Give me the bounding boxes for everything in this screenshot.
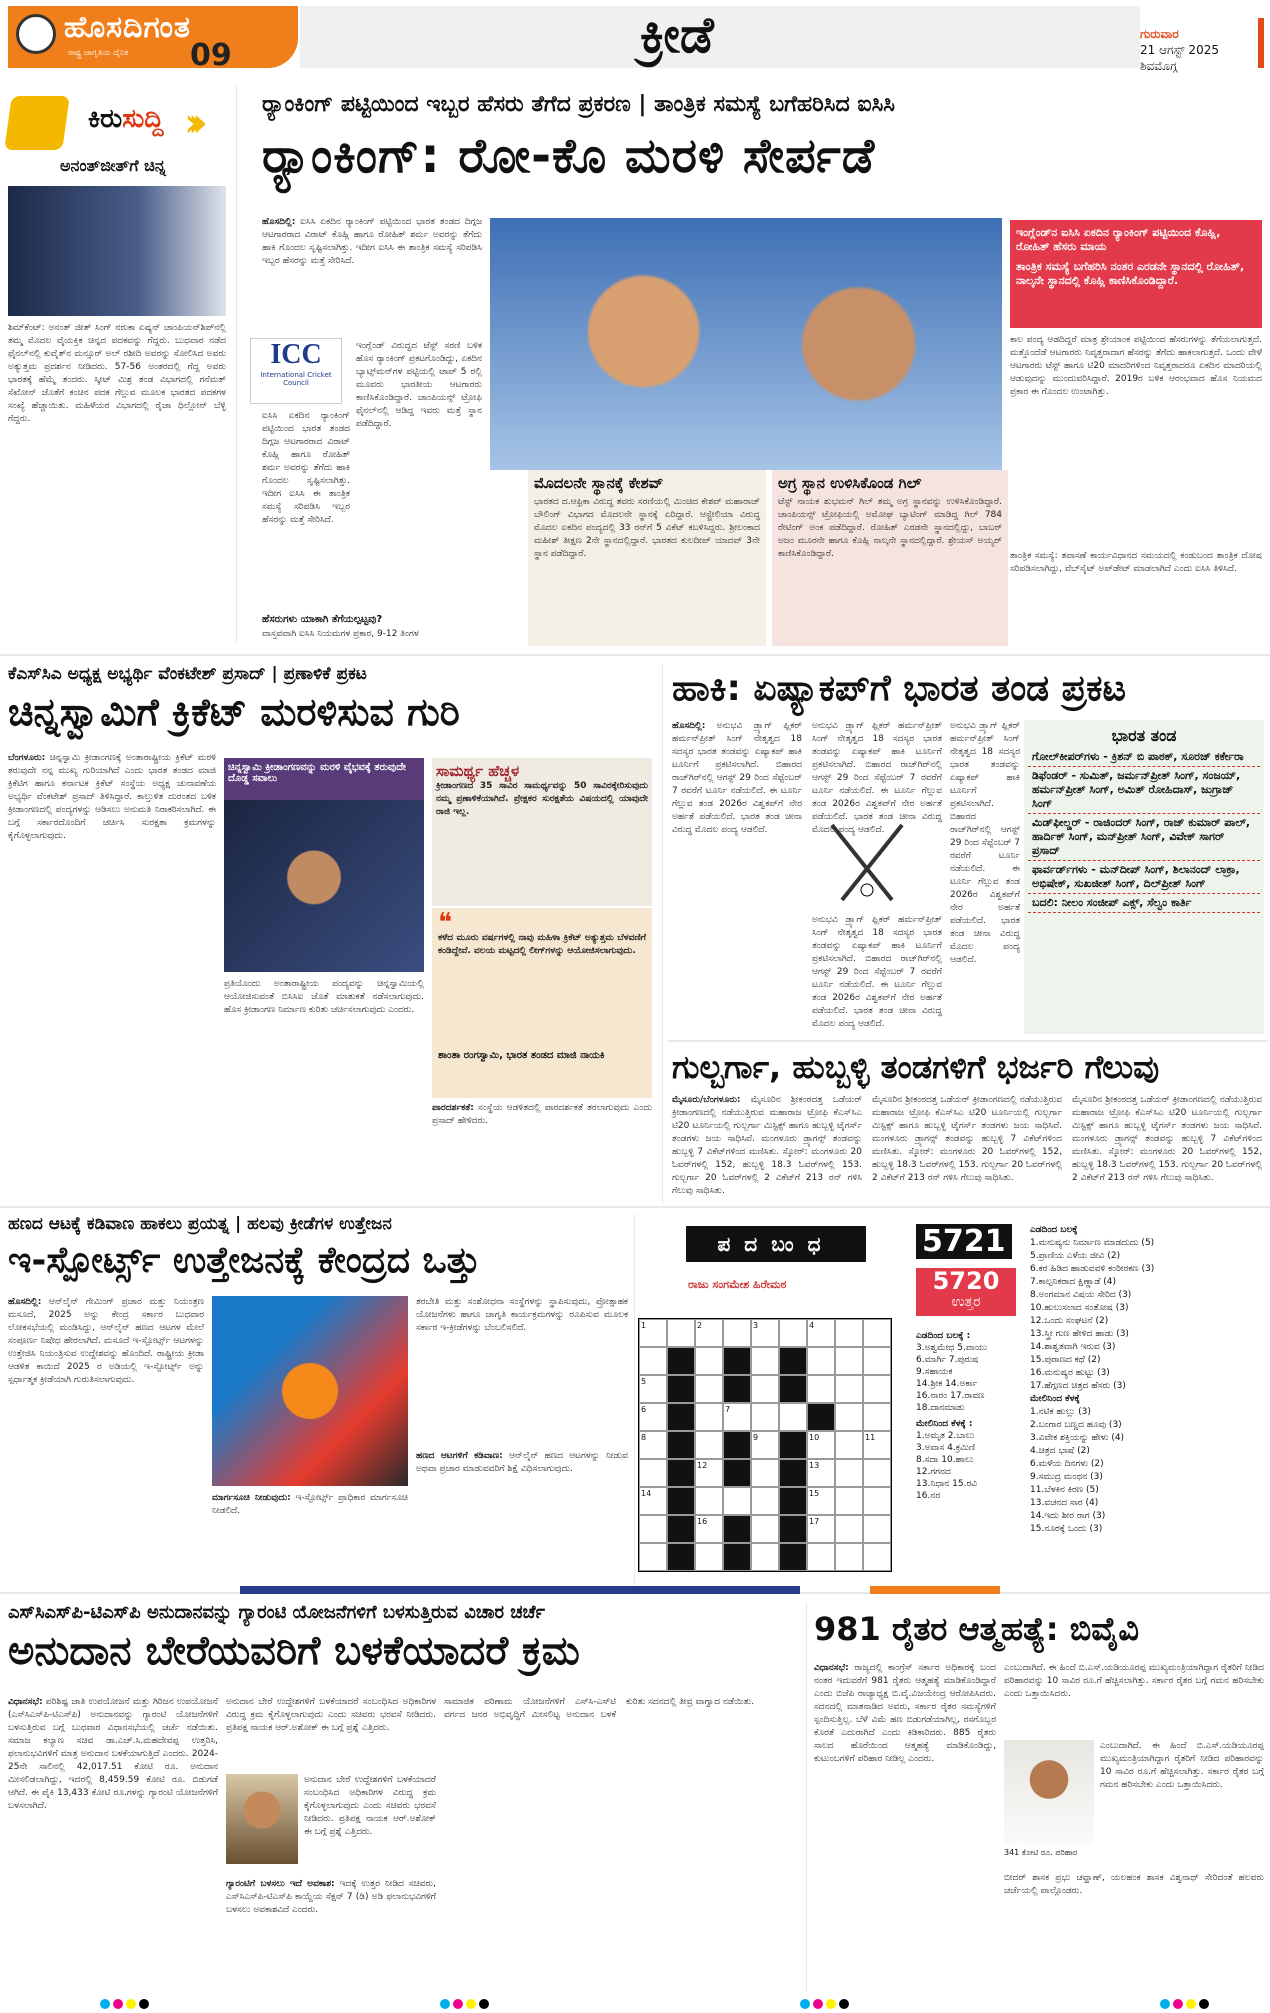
scsp-sub-text: ಇದಕ್ಕೆ ಉತ್ತರ ನೀಡಿದ ಸಚಿವರು, ಎಸ್‌ಸಿಎಸ್‌ಪಿ-ಟಿಎಸ್‌ಪಿ ಕಾಯ್ದೆಯ ಸೆಕ್ಷನ್ 7 (ಡಿ) ಅಡಿ ಫಲಾನುಭವಿಗಳಿಗೆ ಬಳಸಲು ಅವಕಾಶವಿದೆ ಎಂದರು. bbox=[226, 1879, 436, 1915]
grid-cell[interactable]: 11 bbox=[863, 1431, 891, 1459]
grid-cell[interactable] bbox=[779, 1347, 807, 1375]
team-list-item: ಫಾರ್ವರ್ಡ್‌ಗಳು - ಮನ್‌ದೀಪ್ ಸಿಂಗ್, ಶಿಲಾನಂದ್ ಲಾಕ್ರಾ, ಅಭಿಷೇಕ್, ಸುಖಜೀತ್ ಸಿಂಗ್, ದಿಲ್‌ಪ್ರೀತ್ ಸಿಂಗ್ bbox=[1028, 861, 1260, 894]
answer-label: ಉತ್ತರ bbox=[951, 1294, 981, 1310]
grid-cell[interactable] bbox=[863, 1375, 891, 1403]
esports-kicker: ಹಣದ ಆಟಕ್ಕೆ ಕಡಿವಾಣ ಹಾಕಲು ಪ್ರಯತ್ನ | ಹಲವು ಕ್ರೀಡೆಗಳ ಉತ್ತೇಜನ bbox=[8, 1214, 392, 1234]
clue-item: 1.ಮನುಷ್ಯನು ನಿರ್ಮಾಣ ಮಾಡದುದು (5) bbox=[1030, 1238, 1155, 1248]
grid-cell[interactable] bbox=[779, 1515, 807, 1543]
esports-sub-head: ಹಣದ ಆಟಗಳಿಗೆ ಕಡಿವಾಣ: bbox=[416, 1451, 503, 1461]
kirusuddi-title-b: ಸುದ್ದಿ bbox=[122, 104, 164, 134]
grid-cell[interactable]: 12 bbox=[695, 1459, 723, 1487]
kirusuddi-badge bbox=[8, 92, 230, 154]
registration-marks bbox=[1160, 1994, 1212, 2013]
grid-cell[interactable] bbox=[667, 1543, 695, 1571]
crossword-grid[interactable] bbox=[638, 1318, 892, 1572]
lead-headline[interactable]: ರ‍್ಯಾಂಕಿಂಗ್: ರೋ-ಕೊ ಮರಳಿ ಸೇರ್ಪಡೆ bbox=[262, 128, 876, 184]
row-rule bbox=[668, 1040, 1268, 1042]
keshav-box bbox=[528, 470, 766, 646]
grid-cell[interactable] bbox=[835, 1403, 863, 1431]
grid-cell[interactable] bbox=[723, 1543, 751, 1571]
crossword-title: ಪದಬಂಧ bbox=[686, 1226, 866, 1262]
gill-box bbox=[772, 470, 1008, 646]
grid-cell[interactable]: 15 bbox=[807, 1487, 835, 1515]
kirusuddi-title-a: ಕಿರು bbox=[88, 104, 123, 134]
column-rule bbox=[806, 1602, 807, 1992]
grid-cell[interactable] bbox=[835, 1347, 863, 1375]
hand-pointer-icon bbox=[4, 96, 70, 150]
lead-body-1 bbox=[262, 216, 482, 336]
date: 21 ಆಗಸ್ಟ್ 2025 bbox=[1140, 43, 1219, 57]
grid-cell[interactable] bbox=[723, 1375, 751, 1403]
quote-text: ಕಳೆದ ಮೂರು ವರ್ಷಗಳಲ್ಲಿ ನಾವು ಮಹಿಳಾ ಕ್ರಿಕೆಟ್ ಅತ್ಯುತ್ತಮ ಬೆಳವಣಿಗೆ ಕಂಡಿದ್ದೇವೆ. ವಲಯ ಮಟ್ಟದಲ್ಲಿ ಲೀಗ್‌ಗಳನ್ನು ಆಯೋಜಿಸಲಾಗುವುದು. bbox=[438, 933, 646, 956]
lead-body-2b: ಐಸಿಸಿ ಏಕದಿನ ರ‍್ಯಾಂಕಿಂಗ್ ಪಟ್ಟಿಯಿಂದ ಭಾರತ ತಂಡದ ದಿಗ್ಗಜ ಆಟಗಾರರಾದ ವಿರಾಟ್ ಕೊಹ್ಲಿ ಹಾಗೂ ರೋಹಿತ್ ಶರ್ಮ ಅವರನ್ನು ತೆಗೆದು ಹಾಕಿ ಗೊಂದಲ ಸೃಷ್ಟಿಸಲಾಗಿತ್ತು. ಇದೀಗ ಐಸಿಸಿ ಈ ತಾಂತ್ರಿಕ ಸಮಸ್ಯೆ ಸರಿಪಡಿಸಿ ಇಬ್ಬರ ಹೆಸರನ್ನು ಮತ್ತೆ ಸೇರಿಸಿದೆ. bbox=[262, 411, 350, 525]
ksca-bullet: ಚಿನ್ನಸ್ವಾಮಿ ಕ್ರೀಡಾಂಗಣವನ್ನು ಮರಳಿ ವೈಭವಕ್ಕೆ ತರುವುದೇ ದೊಡ್ಡ ಸವಾಲು bbox=[224, 758, 424, 800]
page-number: 09 bbox=[190, 38, 232, 73]
grid-cell[interactable] bbox=[835, 1459, 863, 1487]
ksca-headline[interactable]: ಚಿನ್ನಸ್ವಾಮಿಗೆ ಕ್ರಿಕೆಟ್ ಮರಳಿಸುವ ಗುರಿ bbox=[8, 690, 460, 734]
team-list-item: ಗೋಲ್‌ಕೀಪರ್‌ಗಳು - ಕ್ರಿಶನ್ ಬಿ ಪಾಠಕ್, ಸೂರಜ್ ಕರ್ಕೇರಾ bbox=[1028, 748, 1260, 767]
grid-cell[interactable] bbox=[751, 1459, 779, 1487]
grid-cell[interactable] bbox=[835, 1431, 863, 1459]
city: ಶಿವಮೊಗ್ಗ bbox=[1140, 59, 1178, 73]
grid-cell[interactable] bbox=[751, 1347, 779, 1375]
grid-cell[interactable]: 7 bbox=[723, 1403, 751, 1431]
capacity-headline: ಸಾಮರ್ಥ್ಯ ಹೆಚ್ಚಳ bbox=[436, 762, 520, 780]
lead-tech: ತಾಂತ್ರಿಕ ಸಮಸ್ಯೆ: ತಪಾಸಣೆ ಕಾರ್ಯವಿಧಾನದ ಸಮಯದಲ್ಲಿ ಕಂಡುಬಂದ ತಾಂತ್ರಿಕ ದೋಷ ಸರಿಪಡಿಸಲಾಗಿದ್ದು, ವೆಬ್‌ಸೈಟ್ ಅಪ್‌ಡೇಟ್ ಮಾಡಲಾಗಿದೆ ಎಂದು ಐಸಿಸಿ ತಿಳಿಸಿದೆ. bbox=[1010, 551, 1262, 574]
answer-item: 1.ಅಮೃತ 2.ಬಾಲು bbox=[916, 1431, 975, 1441]
lead-why: ವಾಸ್ತವವಾಗಿ ಐಸಿಸಿ ನಿಯಮಗಳ ಪ್ರಕಾರ, 9-12 ತಿಂಗಳ bbox=[262, 629, 419, 639]
grid-cell[interactable]: 14 bbox=[639, 1487, 667, 1515]
scsp-body-3: ಸಾಮಾಜಿಕ ಪರಿಣಾಮ ಯೋಜನೆಗಳಿಗೆ ಎಸ್‌ಸಿ-ಎಸ್‌ಟಿ ವರ್ಗದ ಜನರ ಅಭಿವೃದ್ಧಿಗೆ ಮೀಸಲಿಟ್ಟ ಅನುದಾನ ಬಳಕೆ ಕುರಿತು ಸದನದಲ್ಲಿ ತೀವ್ರ ವಾಗ್ವಾದ ನಡೆಯಿತು. bbox=[444, 1697, 755, 1720]
esports-sub2-head: ಮಾರ್ಗಸೂಚಿ ನೀಡುವುದು: bbox=[212, 1493, 291, 1503]
grid-cell[interactable]: 5 bbox=[639, 1375, 667, 1403]
answer-badge bbox=[916, 1268, 1016, 1316]
grid-cell[interactable] bbox=[863, 1487, 891, 1515]
answers-across-head: ಎಡದಿಂದ ಬಲಕ್ಕೆ : bbox=[916, 1331, 971, 1341]
clue-item: 7.ಕಾಲ್ಪನಿಕರಾದ ಕ್ಷಿಣ್ಣಾಡೆ (4) bbox=[1030, 1277, 1116, 1287]
grid-cell[interactable]: 4 bbox=[807, 1319, 835, 1347]
grid-cell[interactable] bbox=[863, 1403, 891, 1431]
clue-item: 17.ಹೆಗ್ಗಣದ ಚಿತ್ರದ ಹೆಸರು (3) bbox=[1030, 1381, 1126, 1391]
answer-item: 16.ನಾರಂ 17.ರಾವಣ bbox=[916, 1391, 985, 1401]
crossword-number: 5721 bbox=[916, 1224, 1012, 1259]
grid-cell[interactable] bbox=[779, 1459, 807, 1487]
grid-cell[interactable] bbox=[667, 1347, 695, 1375]
icc-logo-sub: International Cricket Council bbox=[260, 371, 332, 387]
clue-item: 3.ವಿವೇಕ ಶಕ್ತಿಯನ್ನು ಹೇಳು (4) bbox=[1030, 1433, 1125, 1443]
gulbarga-body-c: ಮೈಸೂರಿನ ಶ್ರೀಕಂಠದತ್ತ ಒಡೆಯರ್ ಕ್ರೀಡಾಂಗಣದಲ್ಲಿ ನಡೆಯುತ್ತಿರುವ ಮಹಾರಾಜ ಟ್ರೋಫಿ ಕೆಎಸ್‌ಸಿಎ ಟಿ20 ಟೂರ್ನಿಯಲ್ಲಿ ಗುಲ್ಬರ್ಗಾ ಮಿಸ್ಟಿಕ್ಸ್ ಹಾಗೂ ಹುಬ್ಬಳ್ಳಿ ಟೈಗರ್ಸ್ ತಂಡಗಳು ಜಯ ಸಾಧಿಸಿವೆ. ಮಂಗಳೂರು ಡ್ರ್ಯಾಗನ್ಸ್ ತಂಡವನ್ನು ಹುಬ್ಬಳ್ಳಿ 7 ವಿಕೆಟ್‌ಗಳಿಂದ ಮಣಿಸಿತು. ಸ್ಕೋರ್: ಮಂಗಳೂರು 20 ಓವರ್‌ಗಳಲ್ಲಿ 152, ಹುಬ್ಬಳ್ಳಿ 18.3 ಓವರ್‌ಗಳಲ್ಲಿ 153. ಗುಲ್ಬರ್ಗಾ 20 ಓವರ್‌ಗಳಲ್ಲಿ 2 ವಿಕೆಟ್‌ಗೆ 213 ರನ್ ಗಳಿಸಿ ಗೆಲುವು ಸಾಧಿಸಿತು. bbox=[1072, 1095, 1262, 1183]
answer-number: 5720 bbox=[932, 1267, 1000, 1295]
grid-cell[interactable] bbox=[667, 1403, 695, 1431]
grid-cell[interactable] bbox=[807, 1375, 835, 1403]
hockey-dateline: ಹೊಸದಿಲ್ಲಿ: bbox=[672, 721, 706, 731]
vijayendra-photo bbox=[1004, 1740, 1094, 1844]
ksca-trans-head: ಪಾರದರ್ಶಕತೆ: bbox=[432, 1103, 474, 1113]
grid-cell[interactable] bbox=[639, 1459, 667, 1487]
photo-caption: 341 ಕೋಟಿ ರೂ. ಪರಿಹಾರ bbox=[1004, 1848, 1078, 1857]
clue-item: 4.ಚಿತ್ರದ ಭಾಷೆ (2) bbox=[1030, 1446, 1090, 1456]
masthead-accent bbox=[1258, 18, 1264, 68]
lead-body-2: ಇಂಗ್ಲೆಂಡ್ ವಿರುದ್ಧದ ಟೆಸ್ಟ್ ಸರಣಿ ಬಳಿಕ ಹೊಸ ರ‍್ಯಾಂಕಿಂಗ್ ಪ್ರಕಟಗೊಂಡಿದ್ದು, ಏಕದಿನ ಬ್ಯಾಟ್ಸ್‌ಮನ್‌ಗಳ ಪಟ್ಟಿಯಲ್ಲಿ ಟಾಪ್ 5 ರಲ್ಲಿ ಮೂವರು ಭಾರತೀಯ ಆಟಗಾರರು ಕಾಣಿಸಿಕೊಂಡಿದ್ದಾರೆ. ಚಾಂಪಿಯನ್ಸ್ ಟ್ರೋಫಿ ಫೈನಲ್‌ನಲ್ಲಿ ಆಡಿದ್ದ ಇವರು ಮತ್ತೆ ಸ್ಥಾನ ಪಡೆದಿದ್ದಾರೆ. bbox=[356, 341, 482, 429]
grid-cell[interactable] bbox=[835, 1375, 863, 1403]
ksca-body bbox=[8, 752, 216, 1172]
grid-cell[interactable] bbox=[835, 1487, 863, 1515]
highlight-item: ಇಂಗ್ಲೆಂಡ್‌ನ ಐಸಿಸಿ ಏಕದಿನ ರ‍್ಯಾಂಕಿಂಗ್ ಪಟ್ಟಿಯಿಂದ ಕೊಹ್ಲಿ, ರೋಹಿತ್ ಹೆಸರು ಮಾಯ bbox=[1016, 226, 1221, 253]
esports-dateline: ಹೊಸದಿಲ್ಲಿ: bbox=[8, 1297, 42, 1307]
scsp-sub bbox=[226, 1878, 436, 1984]
grid-cell[interactable] bbox=[667, 1515, 695, 1543]
grid-cell[interactable] bbox=[807, 1403, 835, 1431]
highlight-item: ತಾಂತ್ರಿಕ ಸಮಸ್ಯೆ ಬಗೆಹರಿಸಿ ನಂತರ ಎರಡನೇ ಸ್ಥಾನದಲ್ಲಿ ರೋಹಿತ್, ನಾಲ್ಕನೇ ಸ್ಥಾನದಲ್ಲಿ ಕೊಹ್ಲಿ ಕಾಣಿಸಿಕೊಂಡಿದ್ದಾರೆ. bbox=[1016, 260, 1245, 287]
brand-tagline: ರಾಷ್ಟ್ರ ಜಾಗೃತಿಯ ದೈನಿಕ bbox=[68, 48, 129, 57]
section-title: ಕ್ರೀಡೆ bbox=[640, 6, 714, 64]
grid-cell[interactable] bbox=[667, 1375, 695, 1403]
grid-cell[interactable] bbox=[779, 1487, 807, 1515]
gulbarga-headline[interactable]: ಗುಲ್ಬರ್ಗಾ, ಹುಬ್ಬಳ್ಳಿ ತಂಡಗಳಿಗೆ ಭರ್ಜರಿ ಗೆಲುವು bbox=[672, 1048, 1160, 1086]
grid-cell[interactable] bbox=[667, 1487, 695, 1515]
clue-item: 8.ಅಂಗಮಾನ ವಿಷಯ ಸೇರಿದ (3) bbox=[1030, 1290, 1132, 1300]
clue-item: 11.ಬೆಳಕಿನ ಕಿರಣ (5) bbox=[1030, 1485, 1099, 1495]
grid-cell[interactable]: 16 bbox=[695, 1515, 723, 1543]
grid-cell[interactable] bbox=[751, 1487, 779, 1515]
brand-logo[interactable] bbox=[8, 6, 298, 68]
team-list-item: ಡಿಫೆಂಡರ್ - ಸುಮಿತ್, ಜರ್ಮನ್‌ಪ್ರೀತ್ ಸಿಂಗ್, ಸಂಜಯ್, ಹರ್ಮನ್‌ಪ್ರೀತ್ ಸಿಂಗ್, ಅಮಿತ್ ರೋಹಿದಾಸ್, ಜುಗ್ರಾಜ್ ಸಿಂಗ್ bbox=[1028, 767, 1260, 814]
grid-cell[interactable] bbox=[723, 1347, 751, 1375]
quote-box bbox=[432, 908, 652, 1098]
grid-cell[interactable] bbox=[751, 1543, 779, 1571]
grid-cell[interactable]: 9 bbox=[751, 1431, 779, 1459]
scsp-body-2b: ಅನುದಾನ ಬೇರೆ ಉದ್ದೇಶಗಳಿಗೆ ಬಳಕೆಯಾದರೆ ಸಂಬಂಧಿಸಿದ ಅಧಿಕಾರಿಗಳ ವಿರುದ್ಧ ಕ್ರಮ ಕೈಗೊಳ್ಳಲಾಗುವುದು ಎಂದು ಸಚಿವರು ಭರವಸೆ ನೀಡಿದರು. ಪ್ರತಿಪಕ್ಷ ನಾಯಕ ಆರ್.ಅಶೋಕ್ ಈ ಬಗ್ಗೆ ಪ್ರಶ್ನೆ ಎತ್ತಿದರು. bbox=[304, 1775, 436, 1837]
row-rule bbox=[0, 654, 1270, 656]
ksca-dateline: ಬೆಂಗಳೂರು: bbox=[8, 753, 46, 763]
ksca-trans-text: ಸಂಸ್ಥೆಯ ಆಡಳಿತದಲ್ಲಿ ಪಾರದರ್ಶಕತೆ ತರಲಾಗುವುದು ಎಂದು ಪ್ರಸಾದ್ ಹೇಳಿದರು. bbox=[432, 1103, 652, 1126]
scsp-body-2: ಅನುದಾನ ಬೇರೆ ಉದ್ದೇಶಗಳಿಗೆ ಬಳಕೆಯಾದರೆ ಸಂಬಂಧಿಸಿದ ಅಧಿಕಾರಿಗಳ ವಿರುದ್ಧ ಕ್ರಮ ಕೈಗೊಳ್ಳಲಾಗುವುದು ಎಂದು ಸಚಿವರು ಭರವಸೆ ನೀಡಿದರು. ಪ್ರತಿಪಕ್ಷ ನಾಯಕ ಆರ್.ಅಶೋಕ್ ಈ ಬಗ್ಗೆ ಪ್ರಶ್ನೆ ಎತ್ತಿದರು. bbox=[226, 1697, 436, 1733]
minister-photo bbox=[226, 1774, 298, 1864]
grid-cell[interactable] bbox=[807, 1543, 835, 1571]
grid-cell[interactable]: 13 bbox=[807, 1459, 835, 1487]
gill-body: ಟೆಸ್ಟ್ ನಾಯಕ ಶುಭಮನ್ ಗಿಲ್ ತಮ್ಮ ಅಗ್ರ ಸ್ಥಾನವನ್ನು ಉಳಿಸಿಕೊಂಡಿದ್ದಾರೆ. ಚಾಂಪಿಯನ್ಸ್ ಟ್ರೋಫಿಯಲ್ಲಿ ಅಮೋಘ ಬ್ಯಾಟಿಂಗ್ ಮಾಡಿದ್ದ ಗಿಲ್ 784 ರೇಟಿಂಗ್ ಅಂಕ ಪಡೆದಿದ್ದಾರೆ. ರೋಹಿತ್ ಎರಡನೇ ಸ್ಥಾನದಲ್ಲಿದ್ದು, ಬಾಬರ್ ಅಜಂ ಮೂರನೇ ಹಾಗೂ ಕೊಹ್ಲಿ ನಾಲ್ಕನೇ ಸ್ಥಾನದಲ್ಲಿದ್ದಾರೆ. ಶ್ರೇಯಸ್ ಅಯ್ಯರ್ ಕಾಣಿಸಿಕೊಂಡಿದ್ದಾರೆ. bbox=[778, 497, 1002, 559]
colour-bar bbox=[240, 1586, 800, 1594]
scsp-kicker: ಎಸ್‌ಸಿಎಸ್‌ಪಿ-ಟಿಎಸ್‌ಪಿ ಅನುದಾನವನ್ನು ಗ್ಯಾರಂಟಿ ಯೋಜನೆಗಳಿಗೆ ಬಳಸುತ್ತಿರುವ ವಿಚಾರ ಚರ್ಚೆ bbox=[8, 1602, 545, 1623]
gulbarga-body-text: ಮೈಸೂರಿನ ಶ್ರೀಕಂಠದತ್ತ ಒಡೆಯರ್ ಕ್ರೀಡಾಂಗಣದಲ್ಲಿ ನಡೆಯುತ್ತಿರುವ ಮಹಾರಾಜ ಟ್ರೋಫಿ ಕೆಎಸ್‌ಸಿಎ ಟಿ20 ಟೂರ್ನಿಯಲ್ಲಿ ಗುಲ್ಬರ್ಗಾ ಮಿಸ್ಟಿಕ್ಸ್ ಹಾಗೂ ಹುಬ್ಬಳ್ಳಿ ಟೈಗರ್ಸ್ ತಂಡಗಳು ಜಯ ಸಾಧಿಸಿವೆ. ಮಂಗಳೂರು ಡ್ರ್ಯಾಗನ್ಸ್ ತಂಡವನ್ನು ಹುಬ್ಬಳ್ಳಿ 7 ವಿಕೆಟ್‌ಗಳಿಂದ ಮಣಿಸಿತು. ಸ್ಕೋರ್: ಮಂಗಳೂರು 20 ಓವರ್‌ಗಳಲ್ಲಿ 152, ಹುಬ್ಬಳ್ಳಿ 18.3 ಓವರ್‌ಗಳಲ್ಲಿ 153. ಗುಲ್ಬರ್ಗಾ 20 ಓವರ್‌ಗಳಲ್ಲಿ 2 ವಿಕೆಟ್‌ಗೆ 213 ರನ್ ಗಳಿಸಿ ಗೆಲುವು ಸಾಧಿಸಿತು. bbox=[672, 1095, 862, 1196]
crossword-author: ರಾಜು ಸಂಗಮೇಶ ಹಿರೇಮಠ bbox=[688, 1278, 787, 1291]
esports-body bbox=[8, 1296, 204, 1584]
gulbarga-dateline: ಮೈಸೂರು/ಬೆಂಗಳೂರು: bbox=[672, 1095, 741, 1105]
farmers-dateline: ವಿಧಾನಸಭೆ: bbox=[814, 1663, 849, 1673]
scsp-headline[interactable]: ಅನುದಾನ ಬೇರೆಯವರಿಗೆ ಬಳಕೆಯಾದರೆ ಕ್ರಮ bbox=[8, 1628, 580, 1674]
keshav-body: ಭಾರತದ ದ.ಆಫ್ರಿಕಾ ವಿರುದ್ಧ ತವರು ಸರಣಿಯಲ್ಲಿ ಮಿಂಚಿದ ಕೇಶವ್ ಮಹಾರಾಜ್ ಬೌಲಿಂಗ್ ವಿಭಾಗದ ಮೊದಲನೇ ಸ್ಥಾನಕ್ಕೆ ಏರಿದ್ದಾರೆ. ಆಸ್ಟ್ರೇಲಿಯಾ ವಿರುದ್ಧ ಮೊದಲ ಏಕದಿನ ಪಂದ್ಯದಲ್ಲಿ 33 ರನ್‌ಗೆ 5 ವಿಕೆಟ್ ಕಬಳಿಸಿದ್ದರು. ಶ್ರೀಲಂಕಾದ ಮಹೀಶ್ ತೀಕ್ಷಣ 2ನೇ ಸ್ಥಾನದಲ್ಲಿದ್ದಾರೆ. ಭಾರತದ ಕುಲದೀಪ್ ಯಾದವ್ 3ನೇ ಸ್ಥಾನ ಪಡೆದಿದ್ದಾರೆ. bbox=[534, 497, 760, 559]
answer-item: 16.ನರ bbox=[916, 1491, 941, 1501]
farmers-headline[interactable]: 981 ರೈತರ ಆತ್ಮಹತ್ಯೆ: ಬಿವೈವಿ bbox=[814, 1610, 1140, 1648]
grid-cell[interactable] bbox=[695, 1487, 723, 1515]
team-list bbox=[1024, 720, 1264, 1034]
grid-cell[interactable] bbox=[723, 1487, 751, 1515]
farmers-body-3: ಬೀದರ್ ಶಾಸಕ ಪ್ರಭು ಚವ್ಹಾಣ್, ಯಲಹಂಕ ಶಾಸಕ ವಿಶ್ವನಾಥ್ ಸೇರಿದಂತೆ ಹಲವರು ಚರ್ಚೆಯಲ್ಲಿ ಪಾಲ್ಗೊಂಡರು. bbox=[1004, 1873, 1264, 1896]
grid-cell[interactable] bbox=[779, 1543, 807, 1571]
registration-marks bbox=[440, 1994, 492, 2013]
grid-cell[interactable] bbox=[863, 1515, 891, 1543]
grid-cell[interactable]: 2 bbox=[695, 1319, 723, 1347]
esports-sub-a bbox=[416, 1450, 628, 1584]
grid-cell[interactable]: 17 bbox=[807, 1515, 835, 1543]
hockey-body bbox=[672, 720, 802, 1034]
grid-cell[interactable]: 10 bbox=[807, 1431, 835, 1459]
answer-item: 12.ಗಗನದ bbox=[916, 1467, 951, 1477]
clue-item: 6.ಮಳೆಯ ದಿನಗಳು (2) bbox=[1030, 1459, 1104, 1469]
grid-cell[interactable] bbox=[835, 1319, 863, 1347]
grid-cell[interactable] bbox=[863, 1347, 891, 1375]
grid-cell[interactable] bbox=[751, 1515, 779, 1543]
clue-item: 14.ಇದು ಶೀರ ರಾಗ (3) bbox=[1030, 1511, 1106, 1521]
lead-dateline: ಹೊಸದಿಲ್ಲಿ: bbox=[262, 217, 296, 227]
grid-cell[interactable] bbox=[779, 1403, 807, 1431]
registration-marks bbox=[100, 1994, 152, 2013]
answer-item: 18.ದಾನಮಾಡು bbox=[916, 1403, 965, 1413]
clue-item: 1.ನಟಿಕ ಹುಲ್ಲು (3) bbox=[1030, 1407, 1091, 1417]
grid-cell[interactable] bbox=[779, 1431, 807, 1459]
clue-heading: ಎಡದಿಂದ ಬಲಕ್ಕೆ bbox=[1030, 1225, 1078, 1235]
grid-cell[interactable] bbox=[723, 1431, 751, 1459]
clue-item: 16.ಮನುಷ್ಯರ ಹುಟ್ಟು (3) bbox=[1030, 1368, 1110, 1378]
team-list-title: ಭಾರತ ತಂಡ bbox=[1111, 726, 1177, 745]
column-rule bbox=[236, 84, 237, 644]
logo-emblem-icon bbox=[16, 14, 56, 54]
answer-item: 14.ಶ್ರೀಕ 14.ಅರ್ಕಾ bbox=[916, 1379, 978, 1389]
grid-cell[interactable]: 3 bbox=[751, 1319, 779, 1347]
grid-cell[interactable] bbox=[667, 1319, 695, 1347]
grid-cell[interactable] bbox=[779, 1375, 807, 1403]
clue-item: 6.ಕರ ಹಿಡಿದ ಹಾಡುವವಳಿ ಕಂಠೀರಕಣ (3) bbox=[1030, 1264, 1155, 1274]
hockey-body-c: ಅನುಭವಿ ಡ್ರ್ಯಾಗ್ ಫ್ಲಿಕರ್ ಹರ್ಮನ್‌ಪ್ರೀತ್ ಸಿಂಗ್ ನೇತೃತ್ವದ 18 ಸದಸ್ಯರ ಭಾರತ ತಂಡವನ್ನು ಏಷ್ಯಾಕಪ್ ಹಾಕಿ ಟೂರ್ನಿಗೆ ಪ್ರಕಟಿಸಲಾಗಿದೆ. ಬಿಹಾರದ ರಾಜ್‌ಗಿರ್‌ನಲ್ಲಿ ಆಗಸ್ಟ್ 29 ರಿಂದ ಸೆಪ್ಟೆಂಬರ್ 7 ರವರೆಗೆ ಟೂರ್ನಿ ನಡೆಯಲಿದೆ. ಈ ಟೂರ್ನಿ ಗೆಲ್ಲುವ ತಂಡ 2026ರ ವಿಶ್ವಕಪ್‌ಗೆ ನೇರ ಅರ್ಹತೆ ಪಡೆಯಲಿದೆ. ಭಾರತ ತಂಡ ಚೀನಾ ವಿರುದ್ಧ ಮೊದಲ ಪಂದ್ಯ ಆಡಲಿದೆ. bbox=[812, 915, 942, 1029]
icc-logo-text: ICC bbox=[270, 339, 322, 370]
clue-item: 5.ಪ್ರಾಣಿಯ ಎಳೆಯ ಜೀವಿ (2) bbox=[1030, 1251, 1121, 1261]
column-rule bbox=[662, 664, 663, 1204]
icc-logo bbox=[250, 338, 342, 404]
scsp-sub-head: ಗ್ಯಾರಂಟಿಗೆ ಬಳಸಲು ಇದೆ ಅವಕಾಶ: bbox=[226, 1879, 335, 1889]
hockey-body-d: ಅನುಭವಿ ಡ್ರ್ಯಾಗ್ ಫ್ಲಿಕರ್ ಹರ್ಮನ್‌ಪ್ರೀತ್ ಸಿಂಗ್ ನೇತೃತ್ವದ 18 ಸದಸ್ಯರ ಭಾರತ ತಂಡವನ್ನು ಏಷ್ಯಾಕಪ್ ಹಾಕಿ ಟೂರ್ನಿಗೆ ಪ್ರಕಟಿಸಲಾಗಿದೆ. ಬಿಹಾರದ ರಾಜ್‌ಗಿರ್‌ನಲ್ಲಿ ಆಗಸ್ಟ್ 29 ರಿಂದ ಸೆಪ್ಟೆಂಬರ್ 7 ರವರೆಗೆ ಟೂರ್ನಿ ನಡೆಯಲಿದೆ. ಈ ಟೂರ್ನಿ ಗೆಲ್ಲುವ ತಂಡ 2026ರ ವಿಶ್ವಕಪ್‌ಗೆ ನೇರ ಅರ್ಹತೆ ಪಡೆಯಲಿದೆ. ಭಾರತ ತಂಡ ಚೀನಾ ವಿರುದ್ಧ ಮೊದಲ ಪಂದ್ಯ ಆಡಲಿದೆ. bbox=[950, 721, 1020, 965]
grid-cell[interactable] bbox=[779, 1319, 807, 1347]
scsp-body bbox=[8, 1696, 218, 1984]
esports-sub2-text: ಇ-ಸ್ಪೋರ್ಟ್ಸ್ ಪ್ರಾಧಿಕಾರ ಮಾರ್ಗಸೂಚಿ ನೀಡಲಿದೆ. bbox=[212, 1493, 408, 1516]
farmers-body-text: ರಾಜ್ಯದಲ್ಲಿ ಕಾಂಗ್ರೆಸ್ ಸರ್ಕಾರ ಅಧಿಕಾರಕ್ಕೆ ಬಂದ ನಂತರ ಇದುವರೆಗೆ 981 ರೈತರು ಆತ್ಮಹತ್ಯೆ ಮಾಡಿಕೊಂಡಿದ್ದಾರೆ ಎಂದು ಬಿಜೆಪಿ ರಾಜ್ಯಾಧ್ಯಕ್ಷ ಬಿ.ವೈ.ವಿಜಯೇಂದ್ರ ಆರೋಪಿಸಿದರು. ಸದನದಲ್ಲಿ ಮಾತನಾಡಿದ ಅವರು, ಸರ್ಕಾರ ರೈತರ ಸಮಸ್ಯೆಗಳಿಗೆ ಸ್ಪಂದಿಸುತ್ತಿಲ್ಲ. ಬೆಳೆ ವಿಮೆ ಹಣ ಬಿಡುಗಡೆಯಾಗಿಲ್ಲ, ರಸಗೊಬ್ಬರ ಕೊರತೆ ಎದುರಾಗಿದೆ ಎಂದು ಕಿಡಿಕಾರಿದರು. 885 ರೈತರು ಸಾಲದ ಹೊರೆಯಿಂದ ಆತ್ಮಹತ್ಯೆ ಮಾಡಿಕೊಂಡಿದ್ದು, ಕುಟುಂಬಗಳಿಗೆ ಪರಿಹಾರ ನೀಡಿಲ್ಲ ಎಂದರು. bbox=[814, 1663, 996, 1764]
hockey-body-text: ಅನುಭವಿ ಡ್ರ್ಯಾಗ್ ಫ್ಲಿಕರ್ ಹರ್ಮನ್‌ಪ್ರೀತ್ ಸಿಂಗ್ ನೇತೃತ್ವದ 18 ಸದಸ್ಯರ ಭಾರತ ತಂಡವನ್ನು ಏಷ್ಯಾಕಪ್ ಹಾಕಿ ಟೂರ್ನಿಗೆ ಪ್ರಕಟಿಸಲಾಗಿದೆ. ಬಿಹಾರದ ರಾಜ್‌ಗಿರ್‌ನಲ್ಲಿ ಆಗಸ್ಟ್ 29 ರಿಂದ ಸೆಪ್ಟೆಂಬರ್ 7 ರವರೆಗೆ ಟೂರ್ನಿ ನಡೆಯಲಿದೆ. ಈ ಟೂರ್ನಿ ಗೆಲ್ಲುವ ತಂಡ 2026ರ ವಿಶ್ವಕಪ್‌ಗೆ ನೇರ ಅರ್ಹತೆ ಪಡೆಯಲಿದೆ. ಭಾರತ ತಂಡ ಚೀನಾ ವಿರುದ್ಧ ಮೊದಲ ಪಂದ್ಯ ಆಡಲಿದೆ. bbox=[672, 721, 802, 835]
grid-cell[interactable] bbox=[723, 1319, 751, 1347]
answer-item: 3.ಅವಾಸ 4.ಕ್ರಮಿಣಿ bbox=[916, 1443, 976, 1453]
grid-cell[interactable]: 8 bbox=[639, 1431, 667, 1459]
grid-cell[interactable] bbox=[723, 1515, 751, 1543]
quote-author: ಶಾಂತಾ ರಂಗಸ್ವಾಮಿ, ಭಾರತ ತಂಡದ ಮಾಜಿ ನಾಯಕಿ bbox=[438, 1050, 605, 1061]
gulbarga-body-b: ಮೈಸೂರಿನ ಶ್ರೀಕಂಠದತ್ತ ಒಡೆಯರ್ ಕ್ರೀಡಾಂಗಣದಲ್ಲಿ ನಡೆಯುತ್ತಿರುವ ಮಹಾರಾಜ ಟ್ರೋಫಿ ಕೆಎಸ್‌ಸಿಎ ಟಿ20 ಟೂರ್ನಿಯಲ್ಲಿ ಗುಲ್ಬರ್ಗಾ ಮಿಸ್ಟಿಕ್ಸ್ ಹಾಗೂ ಹುಬ್ಬಳ್ಳಿ ಟೈಗರ್ಸ್ ತಂಡಗಳು ಜಯ ಸಾಧಿಸಿವೆ. ಮಂಗಳೂರು ಡ್ರ್ಯಾಗನ್ಸ್ ತಂಡವನ್ನು ಹುಬ್ಬಳ್ಳಿ 7 ವಿಕೆಟ್‌ಗಳಿಂದ ಮಣಿಸಿತು. ಸ್ಕೋರ್: ಮಂಗಳೂರು 20 ಓವರ್‌ಗಳಲ್ಲಿ 152, ಹುಬ್ಬಳ್ಳಿ 18.3 ಓವರ್‌ಗಳಲ್ಲಿ 153. ಗುಲ್ಬರ್ಗಾ 20 ಓವರ್‌ಗಳಲ್ಲಿ 2 ವಿಕೆಟ್‌ಗೆ 213 ರನ್ ಗಳಿಸಿ ಗೆಲುವು ಸಾಧಿಸಿತು. bbox=[872, 1095, 1062, 1183]
hockey-headline[interactable]: ಹಾಕಿ: ಏಷ್ಯಾಕಪ್‌ಗೆ ಭಾರತ ತಂಡ ಪ್ರಕಟ bbox=[672, 668, 1127, 709]
esports-sub-text: ಆನ್‌ಲೈನ್ ಹಣದ ಆಟಗಳನ್ನು ನೀಡುವ ಅಥವಾ ಪ್ರಚಾರ ಮಾಡುವವರಿಗೆ ಶಿಕ್ಷೆ ವಿಧಿಸಲಾಗುವುದು. bbox=[416, 1451, 628, 1474]
grid-cell[interactable] bbox=[751, 1375, 779, 1403]
registration-marks bbox=[800, 1994, 852, 2013]
answer-item: 13.ನಿಧಾನ 15.ರವಿ bbox=[916, 1479, 978, 1489]
keshav-headline: ಮೊದಲನೇ ಸ್ಥಾನಕ್ಕೆ ಕೇಶವ್ bbox=[534, 474, 664, 492]
grid-cell[interactable] bbox=[751, 1403, 779, 1431]
highlight-box bbox=[1010, 220, 1262, 328]
answer-item: 6.ಮಾರ್ಗಿ 7.ಪುರುಷ bbox=[916, 1355, 979, 1365]
grid-cell[interactable] bbox=[695, 1375, 723, 1403]
answers-list bbox=[916, 1330, 1026, 1502]
capacity-body: ಕ್ರೀಡಾಂಗಣದ 35 ಸಾವಿರ ಸಾಮರ್ಥ್ಯವನ್ನು 50 ಸಾವಿರಕ್ಕೇರಿಸುವುದು ನಮ್ಮ ಪ್ರಣಾಳಿಕೆಯಾಗಿದೆ. ಪ್ರೇಕ್ಷಕರ ಸುರಕ್ಷತೆಯ ವಿಷಯದಲ್ಲಿ ಯಾವುದೇ ರಾಜಿ ಇಲ್ಲ. bbox=[436, 781, 648, 817]
clue-item: 15.ನೂರಕ್ಕೆ ಒಂದು (3) bbox=[1030, 1524, 1103, 1534]
scsp-dateline: ವಿಧಾನಸಭೆ: bbox=[8, 1697, 43, 1707]
grid-cell[interactable] bbox=[667, 1459, 695, 1487]
ksca-body-2: ಪ್ರತಿಯೊಂದು ಅಂತಾರಾಷ್ಟ್ರೀಯ ಪಂದ್ಯವನ್ನು ಚಿನ್ನಸ್ವಾಮಿಯಲ್ಲಿ ಆಯೋಜಿಸುವಂತೆ ಬಿಸಿಸಿಐ ಜೊತೆ ಮಾತುಕತೆ ನಡೆಸಲಾಗುವುದು. ಹೊಸ ಕ್ರೀಡಾಂಗಣ ನಿರ್ಮಾಣ ಕುರಿತು ಚರ್ಚಿಸಲಾಗುವುದು ಎಂದರು. bbox=[224, 979, 424, 1015]
gaming-console-photo bbox=[212, 1296, 408, 1486]
scsp-body-text: ಪರಿಶಿಷ್ಟ ಜಾತಿ ಉಪಯೋಜನೆ ಮತ್ತು ಗಿರಿಜನ ಉಪಯೋಜನೆ (ಎಸ್‌ಸಿಎಸ್‌ಪಿ-ಟಿಎಸ್‌ಪಿ) ಅನುದಾನವನ್ನು ಗ್ಯಾರಂಟಿ ಯೋಜನೆಗಳಿಗೆ ಬಳಸುತ್ತಿರುವ ಬಗ್ಗೆ ಬುಧವಾರ ವಿಧಾನಸಭೆಯಲ್ಲಿ ಚರ್ಚೆ ನಡೆಯಿತು. ಸಮಾಜ ಕಲ್ಯಾಣ ಸಚಿವ ಡಾ.ಎಚ್.ಸಿ.ಮಹದೇವಪ್ಪ ಉತ್ತರಿಸಿ, ಫಲಾನುಭವಿಗಳಿಗೆ ಮಾತ್ರ ಅನುದಾನ ಬಳಕೆಯಾಗುತ್ತಿದೆ ಎಂದರು. 2024-25ನೇ ಸಾಲಿನಲ್ಲಿ 42,017.51 ಕೋಟಿ ರೂ. ಅನುದಾನ ಮೀಸಲಿಡಲಾಗಿದ್ದು, ಇದರಲ್ಲಿ 8,459.59 ಕೋಟಿ ರೂ. ಬಿಡುಗಡೆ ಆಗಿದೆ. ಈ ಪೈಕಿ 13,433 ಕೋಟಿ ರೂ.ಗಳನ್ನು ಗ್ಯಾರಂಟಿ ಯೋಜನೆಗಳಿಗೆ ಬಳಸಲಾಗಿದೆ. bbox=[8, 1697, 218, 1811]
answer-item: 3.ಅಶ್ವಮೇಧ 5.ವಾಯು bbox=[916, 1343, 988, 1353]
grid-cell[interactable] bbox=[695, 1543, 723, 1571]
clue-item: 10.ಹುಲುಸಲಾದ ಸಂತೋಷ (3) bbox=[1030, 1303, 1129, 1313]
colour-bar bbox=[870, 1586, 1000, 1594]
grid-cell[interactable] bbox=[667, 1431, 695, 1459]
farmers-body-2: ಎಂಬುದಾಗಿದೆ. ಈ ಹಿಂದೆ ಬಿ.ಎಸ್.ಯಡಿಯೂರಪ್ಪ ಮುಖ್ಯಮಂತ್ರಿಯಾಗಿದ್ದಾಗ ರೈತರಿಗೆ ನೀಡಿದ ಪರಿಹಾರವನ್ನು 10 ಸಾವಿರ ರೂ.ಗೆ ಹೆಚ್ಚಿಸಲಾಗಿತ್ತು. ಸರ್ಕಾರ ರೈತರ ಬಗ್ಗೆ ಗಮನ ಹರಿಸಬೇಕು ಎಂದು ಒತ್ತಾಯಿಸಿದರು. bbox=[1004, 1663, 1264, 1699]
grid-cell[interactable] bbox=[695, 1347, 723, 1375]
clues-list bbox=[1030, 1224, 1264, 1536]
row-rule bbox=[0, 1206, 1270, 1208]
grid-cell[interactable] bbox=[835, 1543, 863, 1571]
venkatesh-prasad-photo bbox=[224, 800, 424, 972]
lead-body-1-text: ಐಸಿಸಿ ಏಕದಿನ ರ‍್ಯಾಂಕಿಂಗ್ ಪಟ್ಟಿಯಿಂದ ಭಾರತ ತಂಡದ ದಿಗ್ಗಜ ಆಟಗಾರರಾದ ವಿರಾಟ್ ಕೊಹ್ಲಿ ಹಾಗೂ ರೋಹಿತ್ ಶರ್ಮ ಅವರನ್ನು ತೆಗೆದು ಹಾಕಿ ಗೊಂದಲ ಸೃಷ್ಟಿಸಲಾಗಿತ್ತು. ಇದೀಗ ಐಸಿಸಿ ಈ ತಾಂತ್ರಿಕ ಸಮಸ್ಯೆ ಸರಿಪಡಿಸಿ ಇಬ್ಬರ ಹೆಸರನ್ನು ಮತ್ತೆ ಸೇರಿಸಿದೆ. bbox=[262, 217, 482, 266]
answer-item: 8.ಸದಾ 10.ಹಾಲು bbox=[916, 1455, 974, 1465]
masthead-band bbox=[300, 6, 1140, 68]
grid-cell[interactable] bbox=[639, 1543, 667, 1571]
team-list-item: ಮಿಡ್‌ಫೀಲ್ಡರ್ - ರಾಜಿಂದರ್ ಸಿಂಗ್, ರಾಜ್ ಕುಮಾರ್ ಪಾಲ್, ಹಾರ್ದಿಕ್ ಸಿಂಗ್, ಮನ್‌ಪ್ರೀತ್ ಸಿಂಗ್, ವಿವೇಕ್ ಸಾಗರ್ ಪ್ರಸಾದ್ bbox=[1028, 814, 1260, 861]
chevron-right-icon: ››› bbox=[184, 100, 196, 146]
gill-headline: ಅಗ್ರ ಸ್ಥಾನ ಉಳಿಸಿಕೊಂಡ ಗಿಲ್ bbox=[778, 474, 922, 492]
esports-headline[interactable]: ಇ-ಸ್ಪೋರ್ಟ್ಸ್ ಉತ್ತೇಜನಕ್ಕೆ ಕೇಂದ್ರದ ಒತ್ತು bbox=[8, 1240, 481, 1281]
lead-kicker: ರ‍್ಯಾಂಕಿಂಗ್ ಪಟ್ಟಿಯಿಂದ ಇಬ್ಬರ ಹೆಸರು ತೆಗೆದ ಪ್ರಕರಣ | ತಾಂತ್ರಿಕ ಸಮಸ್ಯೆ ಬಗೆಹರಿಸಿದ ಐಸಿಸಿ bbox=[262, 92, 895, 117]
kohli-rohit-photo bbox=[490, 218, 1002, 470]
esports-body-text: ಆನ್‌ಲೈನ್ ಗೇಮಿಂಗ್ ಪ್ರಚಾರ ಮತ್ತು ನಿಯಂತ್ರಣ ಮಸೂದೆ, 2025 ಅನ್ನು ಕೇಂದ್ರ ಸರ್ಕಾರ ಬುಧವಾರ ಲೋಕಸಭೆಯಲ್ಲಿ ಮಂಡಿಸಿದ್ದು, ಆನ್‌ಲೈನ್ ಹಣದ ಆಟಗಳ ಮೇಲೆ ಸಂಪೂರ್ಣ ನಿಷೇಧ ಹೇರಲಾಗಿದೆ. ಮಸೂದೆ ಇ-ಸ್ಪೋರ್ಟ್ಸ್ ಆಟಗಳನ್ನು ಉತ್ತೇಜಿಸಿ ನಿಯಂತ್ರಿಸುವ ಉದ್ದೇಶವನ್ನು ಹೊಂದಿದೆ. ರಾಷ್ಟ್ರೀಯ ಕ್ರೀಡಾ ಆಡಳಿತ ಕಾಯಿದೆ 2025 ರ ಅಡಿಯಲ್ಲಿ ಇ-ಸ್ಪೋರ್ಟ್ಸ್ ಅನ್ನು ಸ್ಪರ್ಧಾತ್ಮಕ ಕ್ರೀಡೆಯಾಗಿ ಗುರುತಿಸಲಾಗುವುದು. bbox=[8, 1297, 204, 1385]
grid-cell[interactable] bbox=[863, 1543, 891, 1571]
ksca-kicker: ಕೆಎಸ್‌ಸಿಎ ಅಧ್ಯಕ್ಷ ಅಭ್ಯರ್ಥಿ ವೆಂಕಟೇಶ್ ಪ್ರಸಾದ್ | ಪ್ರಣಾಳಿಕೆ ಪ್ರಕಟ bbox=[8, 664, 367, 684]
clue-item: 15.ಪುರಾಣದ ಕಥೆ (2) bbox=[1030, 1355, 1101, 1365]
grid-cell[interactable] bbox=[695, 1403, 723, 1431]
hockey-body-b: ಅನುಭವಿ ಡ್ರ್ಯಾಗ್ ಫ್ಲಿಕರ್ ಹರ್ಮನ್‌ಪ್ರೀತ್ ಸಿಂಗ್ ನೇತೃತ್ವದ 18 ಸದಸ್ಯರ ಭಾರತ ತಂಡವನ್ನು ಏಷ್ಯಾಕಪ್ ಹಾಕಿ ಟೂರ್ನಿಗೆ ಪ್ರಕಟಿಸಲಾಗಿದೆ. ಬಿಹಾರದ ರಾಜ್‌ಗಿರ್‌ನಲ್ಲಿ ಆಗಸ್ಟ್ 29 ರಿಂದ ಸೆಪ್ಟೆಂಬರ್ 7 ರವರೆಗೆ ಟೂರ್ನಿ ನಡೆಯಲಿದೆ. ಈ ಟೂರ್ನಿ ಗೆಲ್ಲುವ ತಂಡ 2026ರ ವಿಶ್ವಕಪ್‌ಗೆ ನೇರ ಅರ್ಹತೆ ಪಡೆಯಲಿದೆ. ಭಾರತ ತಂಡ ಚೀನಾ ವಿರುದ್ಧ ಮೊದಲ ಪಂದ್ಯ ಆಡಲಿದೆ. bbox=[812, 721, 942, 835]
grid-cell[interactable]: 6 bbox=[639, 1403, 667, 1431]
clue-item: 9.ಸಮುದ್ರ ಮಂಥನ (3) bbox=[1030, 1472, 1103, 1482]
esports-body-2: ತರಬೇತಿ ಮತ್ತು ಸಂಶೋಧನಾ ಸಂಸ್ಥೆಗಳನ್ನು ಸ್ಥಾಪಿಸುವುದು, ಪ್ರೋತ್ಸಾಹಕ ಯೋಜನೆಗಳು ಹಾಗೂ ಜಾಗೃತಿ ಕಾರ್ಯಕ್ರಮಗಳನ್ನು ರೂಪಿಸುವ ಮೂಲಕ ಸರ್ಕಾರ ಇ-ಕ್ರೀಡೆಗಳನ್ನು ಬೆಂಬಲಿಸಲಿದೆ. bbox=[416, 1297, 628, 1333]
quote-icon: ❝ bbox=[438, 908, 452, 938]
gulbarga-body bbox=[672, 1094, 862, 1200]
date-block bbox=[1140, 26, 1219, 74]
clue-heading: ಮೇಲಿನಿಂದ ಕೆಳಕ್ಕೆ bbox=[1030, 1394, 1080, 1404]
grid-cell[interactable] bbox=[695, 1431, 723, 1459]
ksca-body-text: ಚಿನ್ನಸ್ವಾಮಿ ಕ್ರೀಡಾಂಗಣಕ್ಕೆ ಅಂತಾರಾಷ್ಟ್ರೀಯ ಕ್ರಿಕೆಟ್ ಮರಳಿ ತರುವುದೇ ನನ್ನ ಮುಖ್ಯ ಗುರಿಯಾಗಿದೆ ಎಂದು ಭಾರತ ತಂಡದ ಮಾಜಿ ಕ್ರಿಕೆಟಿಗ ಹಾಗೂ ಕರ್ನಾಟಕ ಕ್ರಿಕೆಟ್ ಸಂಸ್ಥೆಯ ಅಧ್ಯಕ್ಷ ಚುನಾವಣೆಯ ಅಭ್ಯರ್ಥಿ ವೆಂಕಟೇಶ್ ಪ್ರಸಾದ್ ತಿಳಿಸಿದ್ದಾರೆ. ಕಾಲ್ತುಳಿತ ದುರಂತದ ಬಳಿಕ ಕ್ರೀಡಾಂಗಣದಲ್ಲಿ ಪಂದ್ಯಗಳನ್ನು ಆಡಿಸಲು ಅನುಮತಿ ನಿರಾಕರಿಸಲಾಗಿದೆ. ಈ ಬಗ್ಗೆ ಸರ್ಕಾರದೊಂದಿಗೆ ಚರ್ಚಿಸಿ ಸುರಕ್ಷತಾ ಕ್ರಮಗಳನ್ನು ಕೈಗೊಳ್ಳಲಾಗುವುದು. bbox=[8, 753, 216, 841]
clue-item: 2.ಬಂಗಾರ ಬಣ್ಣದ ಹೂವು (3) bbox=[1030, 1420, 1122, 1430]
lead-why-head: ಹೆಸರುಗಳು ಯಾಕಾಗಿ ತೆಗೆಯಲ್ಪಟ್ಟವು? bbox=[262, 614, 383, 625]
grid-cell[interactable] bbox=[639, 1515, 667, 1543]
grid-cell[interactable] bbox=[835, 1515, 863, 1543]
lead-body-3: ಕಾಲ ಪಂದ್ಯ ಆಡದಿದ್ದರೆ ಮಾತ್ರ ಶ್ರೇಯಾಂಕ ಪಟ್ಟಿಯಿಂದ ಹೆಸರುಗಳನ್ನು ತೆಗೆಯಲಾಗುತ್ತದೆ. ಮತ್ತೊಂದೆಡೆ ಆಟಗಾರರು ನಿವೃತ್ತರಾದಾಗ ಹೆಸರನ್ನು ತೆಗೆದು ಹಾಕಲಾಗುತ್ತದೆ. ಒಂದು ವೇಳೆ ಆಟಗಾರರು ಟೆಸ್ಟ್ ಹಾಗೂ ಟಿ20 ಮಾದರಿಗಳಿಂದ ನಿವೃತ್ತರಾದರೂ ಏಕದಿನ ಮಾದರಿಯಲ್ಲಿ ಆಡುವುದನ್ನು ಮುಂದುವರಿಸಿದ್ದಾರೆ. 2019ರ ಬಳಿಕ ಆರಂಭವಾದ ಹೊಸ ನಿಯಮದ ಪ್ರಕಾರ ಈ ಗೊಂದಲ ಉಂಟಾಗಿತ್ತು. bbox=[1010, 335, 1262, 397]
day: ಗುರುವಾರ bbox=[1140, 27, 1179, 41]
grid-cell[interactable] bbox=[863, 1319, 891, 1347]
answer-item: 9.ಸಹಾಯಕ bbox=[916, 1367, 953, 1377]
answers-down-head: ಮೇಲಿನಿಂದ ಕೆಳಕ್ಕೆ : bbox=[916, 1419, 973, 1429]
grid-cell[interactable]: 1 bbox=[639, 1319, 667, 1347]
clue-item: 12.ಒಂದು ಸಂಘಟನೆ (2) bbox=[1030, 1316, 1109, 1326]
grid-cell[interactable] bbox=[639, 1347, 667, 1375]
capacity-box bbox=[432, 758, 652, 906]
clue-item: 13.ವಚನದ ಸಾರ (4) bbox=[1030, 1498, 1099, 1508]
clue-item: 13.ಸ್ತ್ರೀ ಗುಣ ಹೇಳಿದ ಹಾಡು (3) bbox=[1030, 1329, 1129, 1339]
column-rule bbox=[634, 1214, 635, 1590]
grid-cell[interactable] bbox=[807, 1347, 835, 1375]
farmers-body-2b: ಎಂಬುದಾಗಿದೆ. ಈ ಹಿಂದೆ ಬಿ.ಎಸ್.ಯಡಿಯೂರಪ್ಪ ಮುಖ್ಯಮಂತ್ರಿಯಾಗಿದ್ದಾಗ ರೈತರಿಗೆ ನೀಡಿದ ಪರಿಹಾರವನ್ನು 10 ಸಾವಿರ ರೂ.ಗೆ ಹೆಚ್ಚಿಸಲಾಗಿತ್ತು. ಸರ್ಕಾರ ರೈತರ ಬಗ್ಗೆ ಗಮನ ಹರಿಸಬೇಕು ಎಂದು ಒತ್ತಾಯಿಸಿದರು. bbox=[1100, 1741, 1264, 1790]
brief-headline[interactable]: ಅನಂತ್‌ಜೀತ್‌ಗೆ ಚಿನ್ನ bbox=[60, 156, 166, 175]
farmers-body bbox=[814, 1662, 996, 1984]
brief-body: ಶಿಮ್‌ಕೆಂಟ್: ಅನಂತ್ ಜೀತ್ ಸಿಂಗ್ ನರುಕಾ ಏಷ್ಯನ್ ಚಾಂಪಿಯನ್‌ಶಿಪ್‌ನಲ್ಲಿ ತಮ್ಮ ಮೊದಲ ವೈಯಕ್ತಿಕ ಚಿನ್ನದ ಪದಕವನ್ನು ಗೆದ್ದರು. ಬುಧವಾರ ನಡೆದ ಫೈನಲ್‌ನಲ್ಲಿ ಕುವೈತ್‌ನ ಮನ್ಸೂರ್ ಅಲ್ ರಶೀದಿ ಅವರನ್ನು ಸೋಲಿಸಿದ ಅವರು ಅತ್ಯುತ್ತಮ ಪ್ರದರ್ಶನ ನೀಡಿದರು. 57-56 ಅಂತರದಲ್ಲಿ ಗೆದ್ದ ಅವರು ಭಾರತಕ್ಕೆ ಹೆಮ್ಮೆ ತಂದರು. ಸ್ಕೀಟ್ ಮಿಶ್ರ ತಂಡ ವಿಭಾಗದಲ್ಲಿ ಗನೆಮತ್ ಸೆಖೋನ್ ಜೊತೆಗೆ ಕಂಚಿನ ಪದಕ ಗೆಲ್ಲುವ ಮೂಲಕ ಭಾರತದ ಪದಕಗಳ ಸಂಖ್ಯೆ ಹೆಚ್ಚಾಯಿತು. ಮಹಿಳೆಯರ ವಿಭಾಗದಲ್ಲಿ ರೈಜಾ ಧಿಲ್ಲೋನ್ ಬೆಳ್ಳಿ ಗೆದ್ದರು. bbox=[8, 323, 226, 424]
shooter-photo bbox=[8, 186, 226, 316]
esports-sub bbox=[212, 1492, 408, 1584]
grid-cell[interactable] bbox=[863, 1459, 891, 1487]
clue-item: 14.ಶಾಶ್ವತವಾಗಿ ಇರುವ (3) bbox=[1030, 1342, 1116, 1352]
ksca-trans bbox=[432, 1102, 652, 1172]
grid-cell[interactable] bbox=[723, 1459, 751, 1487]
brand-name: ಹೊಸದಿಗಂತ bbox=[64, 10, 191, 45]
team-list-item: ಬದಲಿ: ನೀಲಂ ಸಂಜೀಪ್ ಎಕ್ಸ್, ಸೆಲ್ವಂ ಕಾರ್ತಿ bbox=[1028, 894, 1260, 913]
kirusuddi-title bbox=[88, 104, 163, 135]
